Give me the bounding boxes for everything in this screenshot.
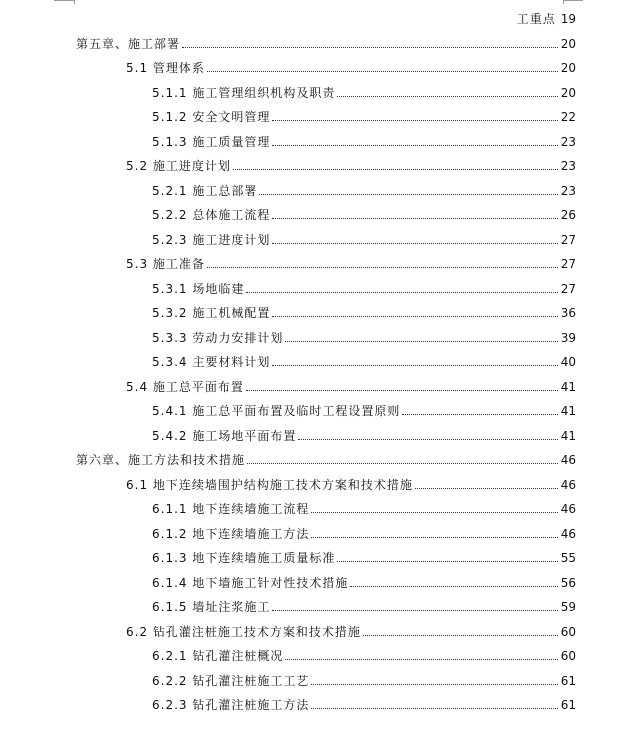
toc-entry-title: 5.2.3 施工进度计划	[152, 232, 271, 247]
toc-entry-title: 5.2 施工进度计划	[126, 159, 231, 173]
toc-dot-leader	[285, 659, 557, 660]
toc-page-number: 46	[560, 453, 576, 467]
toc-entry-title: 工重点	[516, 12, 556, 26]
toc-entry[interactable]	[152, 394, 576, 418]
toc-dot-leader	[272, 218, 557, 219]
toc-dot-leader	[337, 561, 557, 562]
toc-entry-title: 6.1.4 地下墙施工针对性技术措施	[152, 575, 349, 590]
toc-entry-title: 6.1.3 地下连续墙施工质量标准	[152, 551, 336, 565]
toc-entry[interactable]	[152, 125, 576, 149]
toc-entry-title: 第五章、施工部署	[76, 36, 181, 51]
toc-entry[interactable]	[152, 517, 576, 541]
toc-page-number: 46	[560, 502, 576, 516]
toc-page-number: 19	[560, 12, 576, 26]
toc-page-number: 20	[560, 61, 576, 75]
toc-entry[interactable]	[126, 247, 576, 271]
toc-dot-leader	[246, 390, 558, 391]
toc-dot-leader	[350, 586, 557, 587]
toc-entry[interactable]	[152, 321, 576, 345]
toc-entry-title: 第六章、施工方法和技术措施	[76, 453, 246, 467]
toc-entry-title: 5.2.1 施工总部署	[152, 183, 258, 198]
toc-entry[interactable]	[152, 566, 576, 590]
toc-entry[interactable]	[152, 345, 576, 369]
toc-entry[interactable]	[126, 149, 576, 173]
toc-entry[interactable]	[152, 174, 576, 198]
toc-dot-leader	[247, 463, 558, 464]
toc-dot-leader	[285, 341, 557, 342]
toc-entry[interactable]	[152, 492, 576, 516]
toc-entry-title: 5.3.3 劳动力安排计划	[152, 330, 284, 345]
toc-entry-title: 5.4.1 施工总平面布置及临时工程设置原则	[152, 404, 401, 418]
toc-entry[interactable]	[126, 468, 576, 492]
toc-entry[interactable]	[152, 272, 576, 296]
toc-entry-title: 5.1.3 施工质量管理	[152, 134, 271, 149]
crop-mark-top-left	[74, 0, 75, 4]
toc-page-number: 60	[560, 624, 576, 639]
toc-dot-leader	[272, 120, 557, 121]
toc-page-number: 26	[560, 208, 576, 222]
toc-page-number: 41	[560, 428, 576, 443]
toc-dot-leader	[272, 610, 557, 611]
toc-dot-leader	[272, 243, 557, 244]
crop-mark-top-right	[563, 0, 583, 1]
toc-dot-leader	[233, 169, 558, 170]
toc-dot-leader	[311, 684, 557, 685]
toc-entry-title: 6.1.2 地下连续墙施工方法	[152, 526, 310, 541]
toc-page-number: 27	[560, 257, 576, 271]
toc-page-number: 23	[560, 159, 576, 173]
toc-page-number: 41	[560, 404, 576, 418]
toc-dot-leader	[311, 537, 557, 538]
toc-page-number: 20	[560, 36, 576, 51]
toc-page-number: 61	[560, 673, 576, 688]
toc-entry-title: 5.3.4 主要材料计划	[152, 355, 271, 369]
toc-page-number: 23	[560, 134, 576, 149]
toc-entry[interactable]	[152, 688, 576, 712]
toc-dot-leader	[207, 71, 558, 72]
toc-page-number: 46	[560, 526, 576, 541]
toc-entry-title: 5.4.2 施工场地平面布置	[152, 428, 297, 443]
toc-page-number: 40	[560, 355, 576, 369]
toc-page-number: 55	[560, 551, 576, 565]
toc-entry[interactable]	[76, 27, 576, 51]
toc-entry[interactable]	[517, 2, 576, 26]
toc-dot-leader	[402, 414, 557, 415]
toc-entry-title: 5.1.2 安全文明管理	[152, 110, 271, 124]
toc-entry-title: 6.2 钻孔灌注桩施工技术方案和技术措施	[126, 624, 361, 639]
toc-dot-leader	[272, 365, 557, 366]
toc-entry-title: 5.3 施工准备	[126, 257, 205, 271]
toc-dot-leader	[311, 512, 557, 513]
toc-entry[interactable]	[126, 51, 576, 75]
toc-dot-leader	[272, 145, 557, 146]
toc-entry[interactable]	[152, 223, 576, 247]
toc-entry-title: 5.1.1 施工管理组织机构及职责	[152, 85, 336, 100]
toc-page-number: 61	[560, 698, 576, 712]
toc-page-number: 39	[560, 330, 576, 345]
toc-entry[interactable]	[152, 639, 576, 663]
toc-page-number: 56	[560, 575, 576, 590]
toc-entry[interactable]	[152, 100, 576, 124]
toc-entry[interactable]	[152, 296, 576, 320]
toc-entry-title: 6.1 地下连续墙围护结构施工技术方案和技术措施	[126, 477, 413, 492]
toc-entry-title: 6.1.5 墙址注浆施工	[152, 600, 271, 614]
toc-page-number: 22	[560, 110, 576, 124]
toc-entry[interactable]	[76, 443, 576, 467]
toc-dot-leader	[298, 439, 557, 440]
toc-dot-leader	[272, 316, 557, 317]
toc-page-number: 60	[560, 649, 576, 663]
toc-page-number: 27	[560, 281, 576, 296]
toc-entry-title: 5.3.1 场地临建	[152, 281, 245, 296]
toc-entry[interactable]	[152, 419, 576, 443]
toc-entry[interactable]	[152, 590, 576, 614]
toc-page-number: 41	[560, 379, 576, 394]
toc-entry[interactable]	[126, 615, 576, 639]
toc-entry-title: 5.3.2 施工机械配置	[152, 306, 271, 320]
toc-entry-title: 6.2.2 钻孔灌注桩施工工艺	[152, 673, 310, 688]
toc-entry-title: 5.4 施工总平面布置	[126, 379, 244, 394]
toc-dot-leader	[207, 267, 558, 268]
toc-dot-leader	[363, 635, 558, 636]
toc-entry[interactable]	[152, 76, 576, 100]
toc-entry-title: 6.1.1 地下连续墙施工流程	[152, 502, 310, 516]
toc-dot-leader	[415, 488, 558, 489]
toc-entry[interactable]	[126, 370, 576, 394]
toc-dot-leader	[246, 292, 557, 293]
toc-page-number: 36	[560, 306, 576, 320]
toc-dot-leader	[311, 708, 557, 709]
toc-page-number: 20	[560, 85, 576, 100]
toc-entry-title: 5.2.2 总体施工流程	[152, 208, 271, 222]
toc-page-number: 27	[560, 232, 576, 247]
toc-entry[interactable]	[152, 198, 576, 222]
toc-page-number: 46	[560, 477, 576, 492]
toc-dot-leader	[182, 47, 558, 48]
toc-entry[interactable]	[152, 664, 576, 688]
toc-page-number: 23	[560, 183, 576, 198]
crop-mark-top-left	[54, 0, 74, 1]
toc-entry-title: 5.1 管理体系	[126, 61, 205, 75]
toc-entry-title: 6.2.1 钻孔灌注桩概况	[152, 649, 284, 663]
toc-entry-title: 6.2.3 钻孔灌注桩施工方法	[152, 698, 310, 712]
toc-dot-leader	[259, 194, 557, 195]
toc-dot-leader	[337, 96, 557, 97]
toc-page-number: 59	[560, 600, 576, 614]
toc-entry[interactable]	[152, 541, 576, 565]
